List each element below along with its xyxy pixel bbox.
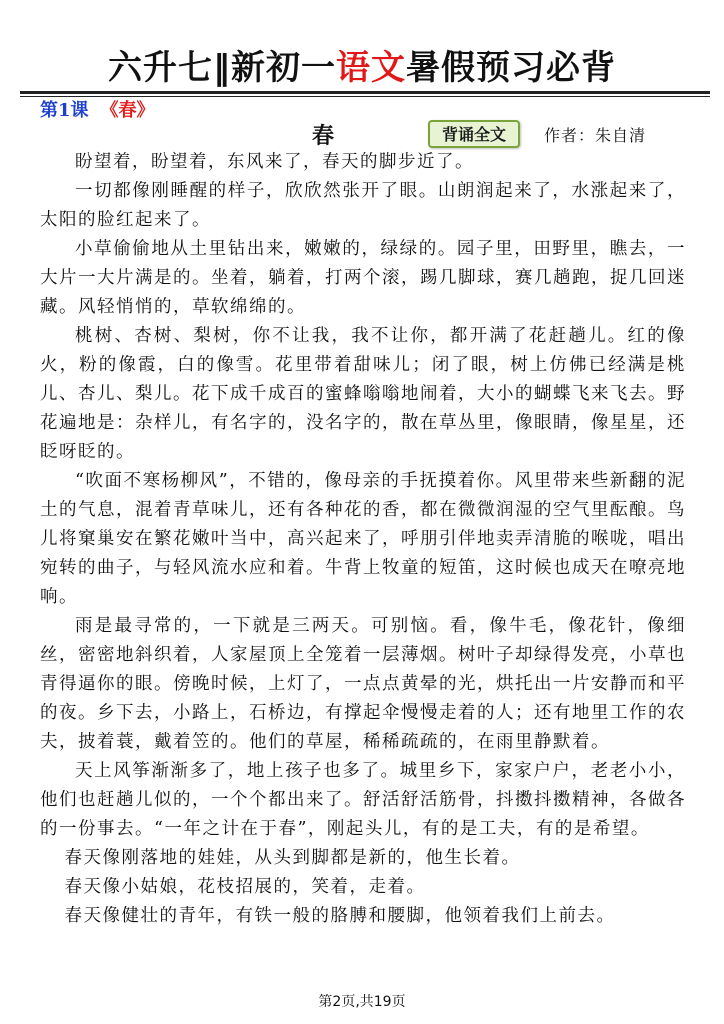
lesson-heading (40, 99, 155, 123)
paragraph: 盼望着，盼望着，东风来了，春天的脚步近了。 (75, 152, 474, 172)
page-footer: 第2页,共19页 (318, 994, 406, 1010)
paragraph: 雨是最寻常的，一下就是三两天。可别恼。看，像牛毛，像花针，像细丝，密密地斜织着，人家屋顶上全笼着一层薄烟。树叶子却绿得发亮，小草也青得逼你的眼。傍晚时候，上灯了，一点点黄晕的光，烘托出一片安静而和平的夜。乡下去，小路上，石桥边，有撑起伞慢慢走着的人；还有地里工作的农夫，披着蓑，戴着笠的。他们的草屋，稀稀疏疏的，在雨里静默着。 (40, 616, 686, 752)
page-header-title (0, 46, 724, 90)
poem-title: 春 (312, 123, 335, 149)
paragraph: 春天像健壮的青年，有铁一般的胳膊和腰脚，他领着我们上前去。 (64, 906, 616, 926)
lesson-number: 第1课 (40, 100, 89, 121)
header-divider-thin (20, 96, 710, 97)
paragraph: 春天像小姑娘，花枝招展的，笑着，走着。 (64, 877, 426, 897)
paragraph: 天上风筝渐渐多了，地上孩子也多了。城里乡下，家家户户，老老小小，他们也赶趟儿似的，一个个都出来了。舒活舒活筋骨，抖擞抖擞精神，各做各的一份事去。“一年之计在于春”，刚起头儿，有的是工夫，有的是希望。 (40, 761, 686, 839)
paragraph: 小草偷偷地从土里钻出来，嫩嫩的，绿绿的。园子里，田野里，瞧去，一大片一大片满是的。坐着，躺着，打两个滚，踢几脚球，赛几趟跑，捉几回迷藏。风轻悄悄的，草软绵绵的。 (40, 239, 686, 317)
paragraph: 桃树、杏树、梨树，你不让我，我不让你，都开满了花赶趟儿。红的像火，粉的像霞，白的像雪。花里带着甜味儿；闭了眼，树上仿佛已经满是桃儿、杏儿、梨儿。花下成千成百的蜜蜂嗡嗡地闹着，大小的蝴蝶飞来飞去。野花遍地是：杂样儿，有名字的，没名字的，散在草丛里，像眼睛，像星星，还眨呀眨的。 (40, 326, 686, 462)
paragraph: “吹面不寒杨柳风”，不错的，像母亲的手抚摸着你。风里带来些新翻的泥土的气息，混着青草味儿，还有各种花的香，都在微微润湿的空气里酝酿。鸟儿将窠巢安在繁花嫩叶当中，高兴起来了，呼朋引伴地卖弄清脆的喉咙，唱出宛转的曲子，与轻风流水应和着。牛背上牧童的短笛，这时候也成天在嘹亮地响。 (40, 471, 686, 607)
paragraph: 春天像刚落地的娃娃，从头到脚都是新的，他生长着。 (64, 848, 521, 868)
poem-author: 作者：朱自清 (544, 126, 647, 145)
poem-body (40, 148, 686, 931)
header-title-highlight: 语文 (336, 48, 406, 88)
recite-full-text-button[interactable]: 背诵全文 (428, 120, 520, 148)
header-title-suffix: 暑假预习必背 (406, 48, 616, 88)
header-divider-thick (20, 91, 710, 94)
paragraph: 一切都像刚睡醒的样子，欣欣然张开了眼。山朗润起来了，水涨起来了，太阳的脸红起来了。 (40, 181, 686, 230)
lesson-title: 《春》 (100, 100, 155, 121)
header-title-prefix: 六升七‖新初一 (108, 48, 336, 88)
